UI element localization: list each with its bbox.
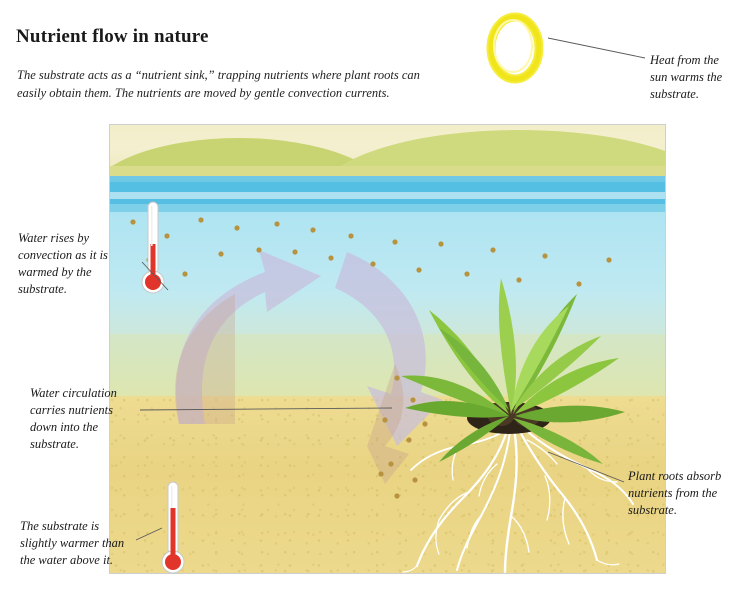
sun-icon	[484, 12, 546, 84]
page-title: Nutrient flow in nature	[16, 26, 209, 47]
thermometer-icon-substrate	[160, 480, 186, 580]
callout-water-circulation: Water circulation carries nutrients down into the substrate.	[30, 386, 117, 451]
callout-water-rises: Water rises by convection as it is warmed by the substrate.	[18, 231, 108, 296]
convection-up-arrow-icon	[175, 250, 321, 424]
callout-substrate-warmer: The substrate is slightly warmer than the water above it.	[20, 519, 125, 567]
aquatic-plant-icon	[401, 278, 625, 464]
convection-down-arrow-icon	[335, 252, 443, 484]
plant-roots-icon	[403, 422, 633, 572]
page-description: The substrate acts as a “nutrient sink,” trapping nutrients where plant roots can easily obtain them. The nutrients are moved by gentle convection currents.	[17, 68, 420, 100]
leader-heat	[548, 38, 645, 58]
callout-plant-roots: Plant roots absorb nutrients from the substrate.	[628, 469, 722, 517]
callout-heat-from-sun: Heat from the sun warms the substrate.	[650, 53, 723, 101]
aquarium-cross-section	[109, 124, 666, 574]
thermometer-icon-water	[140, 200, 166, 300]
